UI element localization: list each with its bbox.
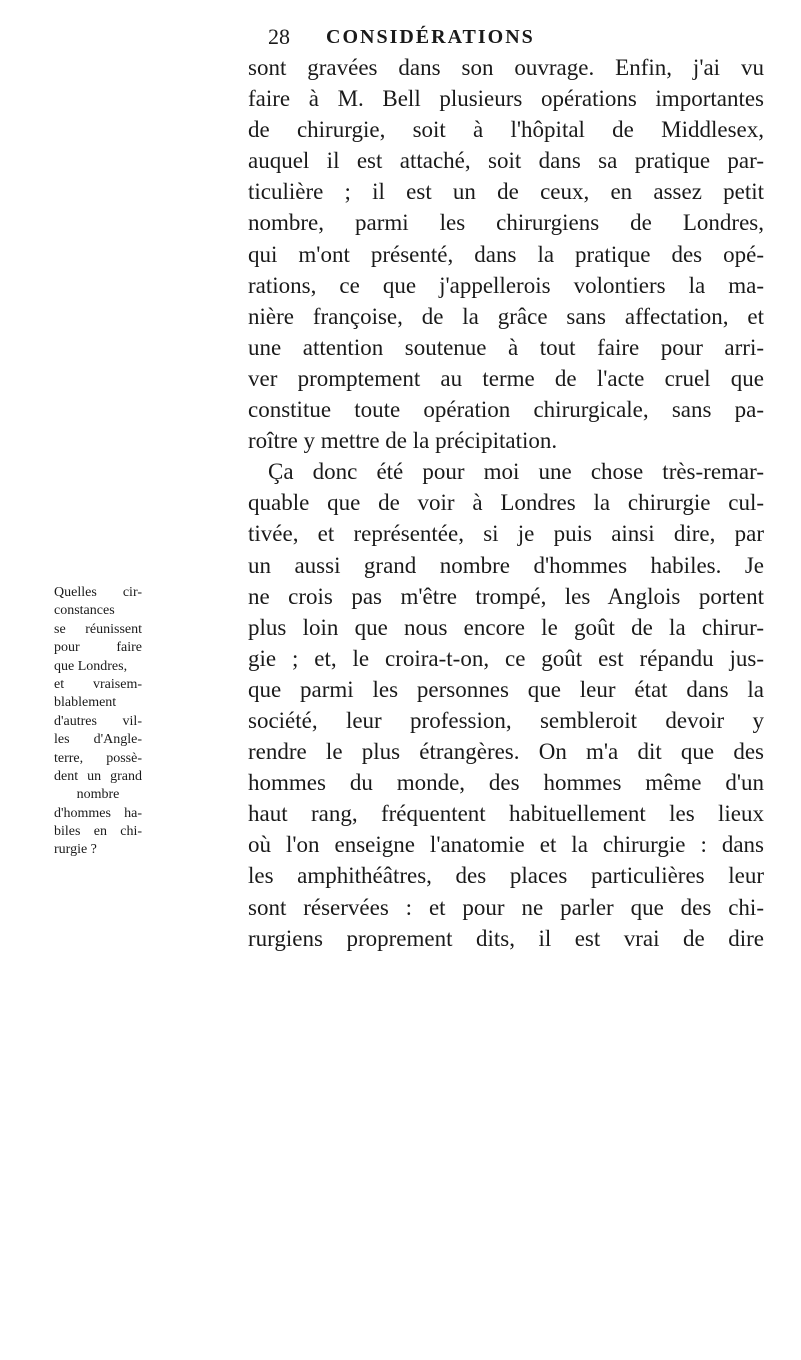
text-line: ne crois pas m'être trompé, les Anglois portent: [248, 583, 764, 609]
text-line: société, leur profession, sembleroit devoir y: [248, 707, 764, 733]
margin-note: [54, 584, 142, 860]
text-line: nombre, parmi les chirurgiens de Londres,: [248, 210, 764, 236]
margin-note-line: rurgie ?: [54, 842, 97, 858]
text-line: constitue toute opération chirurgicale, sans pa-: [248, 397, 764, 423]
text-line: auquel il est attaché, soit dans sa pratique par-: [248, 148, 764, 174]
margin-note-line: d'hommes ha-: [54, 805, 142, 821]
margin-note-line: que Londres,: [54, 658, 128, 674]
paragraph-start-line: Ça donc été pour moi une chose très-remar-: [268, 459, 764, 485]
paragraph-end-line: roître y mettre de la précipitation.: [248, 428, 558, 454]
margin-note-line: Quelles cir-: [54, 585, 142, 600]
text-line: sont réservées : et pour ne parler que des chi-: [248, 894, 764, 920]
margin-note-line: nombre: [76, 787, 120, 803]
margin-note-line: se réunissent: [54, 621, 142, 637]
margin-note-line: biles en chi-: [54, 824, 142, 840]
text-line: où l'on enseigne l'anatomie et la chirurgie : dans: [248, 832, 764, 858]
text-line: hommes du monde, des hommes même d'un: [248, 770, 764, 796]
text-line: ticulière ; il est un de ceux, en assez petit: [248, 179, 764, 205]
text-line: faire à M. Bell plusieurs opérations importantes: [248, 86, 764, 112]
text-line: les amphithéâtres, des places particulières leur: [248, 863, 764, 889]
margin-note-line: les d'Angle-: [54, 732, 142, 748]
text-line: un aussi grand nombre d'hommes habiles. Je: [248, 552, 764, 578]
text-line: nière françoise, de la grâce sans affectation, et: [248, 303, 764, 329]
text-line: une attention soutenue à tout faire pour arri-: [248, 334, 764, 360]
running-title: CONSIDÉRATIONS: [326, 26, 535, 48]
margin-note-line: pour faire: [54, 640, 142, 656]
text-line: plus loin que nous encore le goût de la chirur-: [248, 614, 764, 640]
text-line: de chirurgie, soit à l'hôpital de Middlesex,: [248, 117, 764, 143]
margin-note-line: terre, possè-: [54, 750, 142, 766]
page-number: 28: [268, 24, 290, 49]
text-line: ver promptement au terme de l'acte cruel que: [248, 365, 764, 391]
margin-note-line: d'autres vil-: [54, 713, 142, 729]
margin-note-line: constances: [54, 603, 115, 619]
text-line: sont gravées dans son ouvrage. Enfin, j'ai vu: [248, 55, 764, 80]
text-line: haut rang, fréquentent habituellement les lieux: [248, 801, 764, 827]
text-line: qui m'ont présenté, dans la pratique des opé-: [248, 241, 764, 267]
margin-note-line: blablement: [54, 695, 117, 711]
text-line: rations, ce que j'appellerois volontiers la ma-: [248, 272, 764, 298]
running-head: [268, 22, 628, 52]
text-line: tivée, et représentée, si je puis ainsi dire, par: [248, 521, 764, 547]
text-line: gie ; et, le croira-t-on, ce goût est répandu jus-: [248, 645, 764, 671]
text-line: quable que de voir à Londres la chirurgie cul-: [248, 490, 764, 516]
margin-note-line: dent un grand: [54, 768, 142, 784]
text-line: rendre le plus étrangères. On m'a dit que des: [248, 739, 764, 765]
text-line: que parmi les personnes que leur état dans la: [248, 676, 764, 702]
margin-note-line: et vraisem-: [54, 676, 142, 692]
text-line: rurgiens proprement dits, il est vrai de dire: [248, 925, 764, 951]
main-text-column: [248, 52, 764, 954]
